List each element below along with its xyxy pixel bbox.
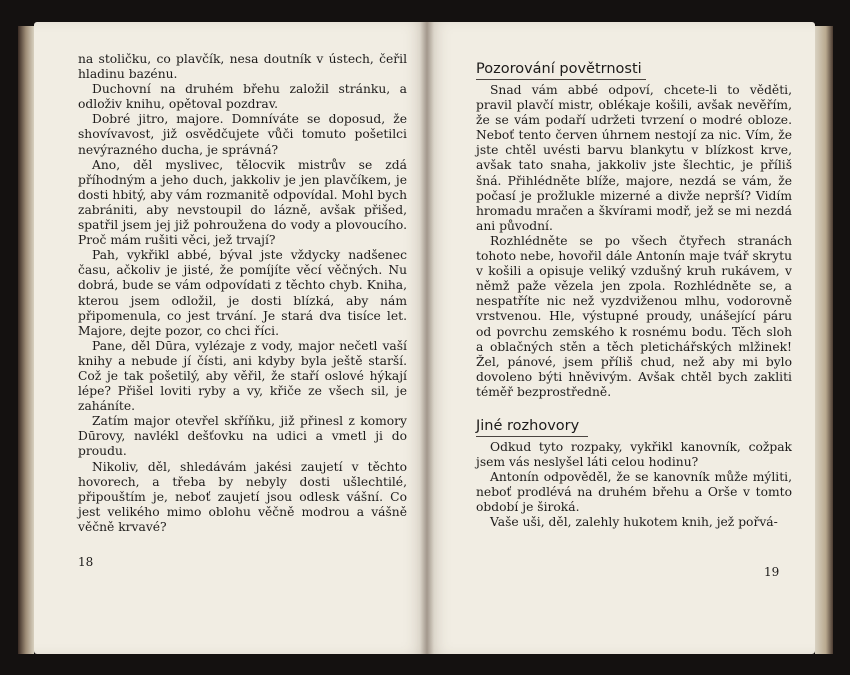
section-heading: Pozorování povětrnosti <box>476 60 646 80</box>
paragraph: Rozhlédněte se po všech čtyřech stranách tohoto nebe, hovořil dále Antonín maje tvář skrytu v košili a opisuje veliký vzdušný kruh rukávem, v němž paže vězela jen zpola. Rozhlédněte se, a nespatříte nic než vyzdviženou mlhu, vodorovně vrstvenou. Hle, výstupné proudy, unášející páru od povrchu zemského k rosnému bodu. Těch sloh a oblačných stěn a těch pletichářských mlžinek! Žel, pánové, jsem příliš chud, než aby mi bylo dovoleno býti hněvivým. Avšak chtěl bych zakliti téměř bezprostředně. <box>476 233 792 399</box>
section-heading: Jiné rozhovory <box>476 417 588 437</box>
paragraph: Pah, vykřikl abbé, býval jste vždycky nadšenec času, ačkoliv je jisté, že pomíjíte věcí věčných. Nu dobrá, bude se vám odpovídati z těchto chyb. Kniha, kterou jsem odložil, je dosti blízká, aby nám připomenula, co jest trvání. Je stará dva tisíce let. Majore, dejte pozor, co chci říci. <box>78 248 407 338</box>
paragraph: Pane, děl Dūra, vylézaje z vody, major nečetl vaší knihy a nebude jí čísti, ani kdyby byla ještě starší. Což je tak pošetilý, aby věřil, že staří oslové hýkají lépe? Přišel loviti ryby a vy, křiče ze všech sil, je zaháníte. <box>78 338 407 414</box>
paragraph: Zatím major otevřel skříňku, již přinesl z komory Dūrovy, navlékl dešťovku na udici a vmetl ji do proudu. <box>78 414 407 459</box>
paragraph: Antonín odpověděl, že se kanovník může mýliti, neboť prodlévá na druhém břehu a Orše v tomto období je široká. <box>476 470 792 515</box>
paragraph: Nikoliv, děl, shledávám jakési zaujetí v těchto hovorech, a třeba by nebyly dosti ušlechtilé, připouštím je, neboť zaujetí jsou odlesk vášní. Co jest velikého mimo oblohu věčně modrou a vášně věčně krvavé? <box>78 459 407 534</box>
right-page-text <box>476 60 792 531</box>
right-page <box>427 22 815 654</box>
paragraph: Odkud tyto rozpaky, vykřikl kanovník, cožpak jsem vás neslyšel láti celou hodinu? <box>476 439 792 470</box>
left-page-text <box>78 52 407 535</box>
left-page-edges <box>18 26 34 654</box>
paragraph: Vaše uši, děl, zalehly hukotem knih, jež pořvá- <box>490 515 778 530</box>
page-number: 19 <box>764 565 780 579</box>
paragraph: Snad vám abbé odpoví, chcete-li to věděti, pravil plavčí mistr, oblékaje košili, avšak nevěřím, že se vám podaří udržeti tvrzení o modré obloze. Neboť tento červen úhrnem nestojí za nic. Vím, že jste chtěl uvésti barvu blankytu v blízkost krve, avšak tato snaha, jakkoliv jste šlechtic, je příliš šná. Přihlédněte blíže, majore, nezdá se vám, že počasí je prožlukle mizerné a divže neprší? Vidím hromadu mračen a škvírami modř, jež se mi nezdá ani původní. <box>476 83 792 233</box>
paragraph: Dobré jitro, majore. Domníváte se doposud, že shovívavost, již osvědčujete vůči tomuto pošetilci nevýrazného ducha, je správná? <box>78 112 407 157</box>
book-gutter <box>420 22 434 654</box>
paragraph: Duchovní na druhém břehu založil stránku, a odloživ knihu, opětoval pozdrav. <box>78 82 407 112</box>
paragraph: na stoličku, co plavčík, nesa doutník v ústech, čeřil hladinu bazénu. <box>78 52 407 82</box>
right-page-edges <box>815 26 833 654</box>
page-number: 18 <box>78 555 94 569</box>
paragraph: Ano, děl myslivec, tělocvik mistrův se zdá příhodným a jeho duch, jakkoliv je jen plavčíkem, je dosti hbitý, aby vám rozmanitě odpovídal. Mohl bych zabrániti, aby nevstoupil do lázně, avšak přišed, spatřil jsem jej již pohroužena do vody a plovoucího. Proč mám rušiti věci, jež trvají? <box>78 157 407 248</box>
left-page <box>34 22 427 654</box>
